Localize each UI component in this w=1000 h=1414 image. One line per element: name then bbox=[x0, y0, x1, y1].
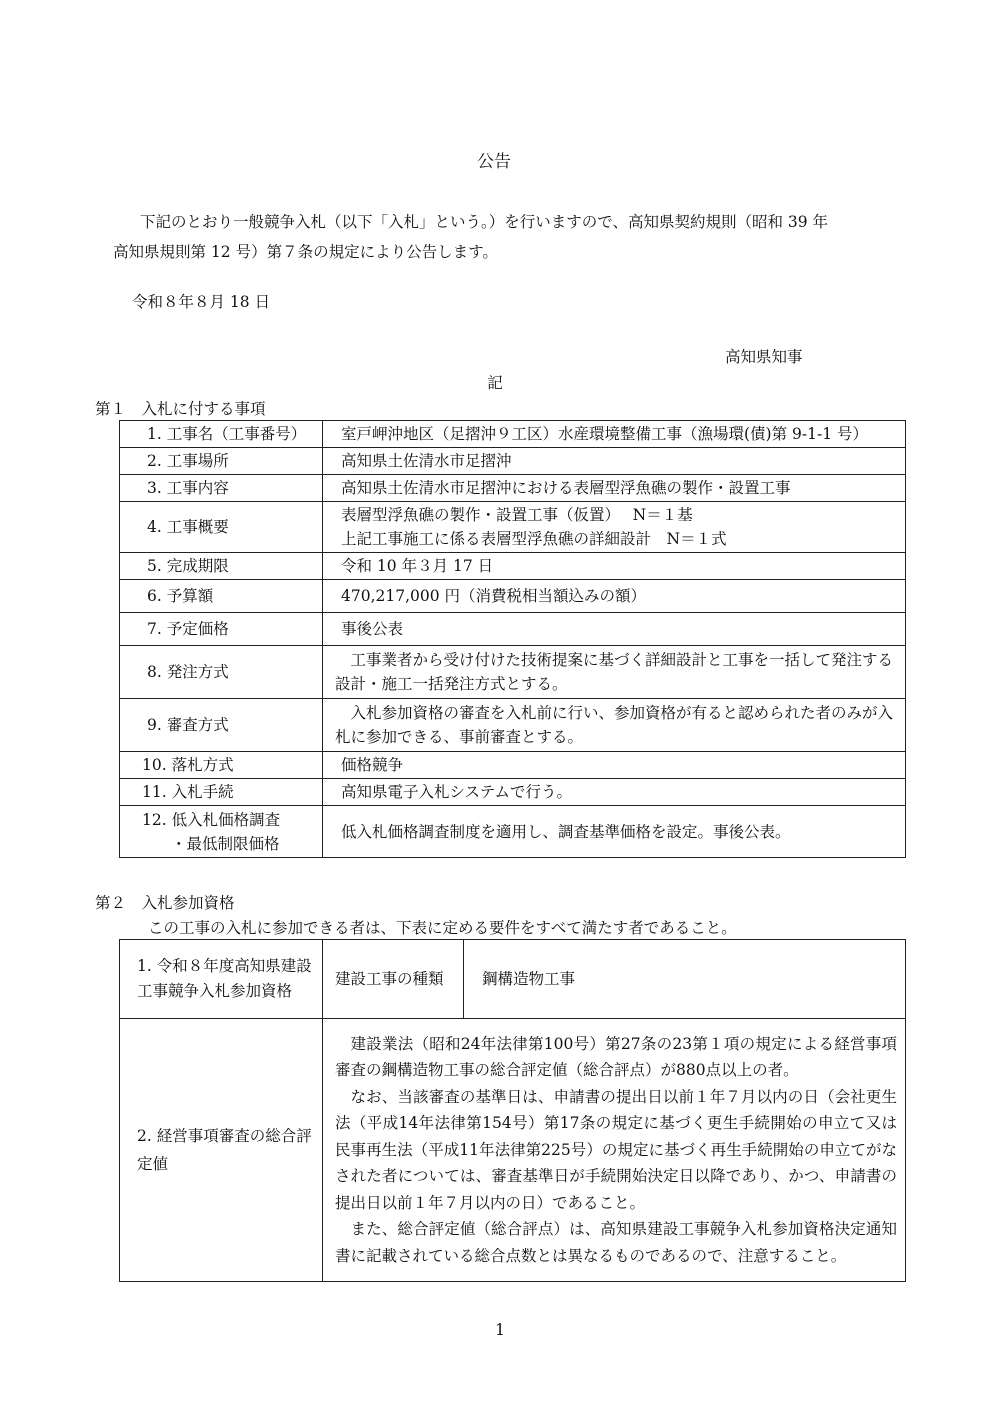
table-row bbox=[120, 806, 906, 858]
row-value: 令和 10 年３月 17 日 bbox=[323, 553, 906, 580]
row-key: 1. 工事名（工事番号） bbox=[120, 421, 323, 448]
issuer: 高知県知事 bbox=[725, 348, 803, 366]
row-value: 入札参加資格の審査を入札前に行い、参加資格が有ると認められた者のみが入札に参加できる、事前審査とする。 bbox=[323, 699, 906, 752]
row-value-line: 上記工事施工に係る表層型浮魚礁の詳細設計 N＝１式 bbox=[341, 530, 727, 548]
row-value-line: 表層型浮魚礁の製作・設置工事（仮置） N＝１基 bbox=[341, 506, 693, 524]
row-key: 11. 入札手続 bbox=[120, 779, 323, 806]
row-key: 7. 予定価格 bbox=[120, 613, 323, 646]
row-key: 10. 落札方式 bbox=[120, 752, 323, 779]
paragraph: また、総合評定値（総合評点）は、高知県建設工事競争入札参加資格決定通知書に記載されている総合点数とは異なるものであるので、注意すること。 bbox=[335, 1220, 897, 1265]
table-row bbox=[120, 779, 906, 806]
table-row bbox=[120, 448, 906, 475]
row-key: 1. 令和８年度高知県建設工事競争入札参加資格 bbox=[120, 940, 323, 1019]
table-row bbox=[120, 475, 906, 502]
table-row bbox=[120, 421, 906, 448]
row-key: 6. 予算額 bbox=[120, 580, 323, 613]
row-value: 鋼構造物工事 bbox=[464, 940, 906, 1019]
section2-note: この工事の入札に参加できる者は、下表に定める要件をすべて満たす者であること。 bbox=[148, 919, 737, 937]
table-row bbox=[120, 580, 906, 613]
row-key: 2. 経営事項審査の総合評定値 bbox=[120, 1019, 323, 1282]
row-value: 低入札価格調査制度を適用し、調査基準価格を設定。事後公表。 bbox=[323, 806, 906, 858]
row-mid: 建設工事の種類 bbox=[323, 940, 464, 1019]
row-value bbox=[323, 1019, 906, 1282]
table-row bbox=[120, 553, 906, 580]
announcement-date: 令和８年８月 18 日 bbox=[132, 293, 271, 311]
table-row bbox=[120, 699, 906, 752]
row-key: 3. 工事内容 bbox=[120, 475, 323, 502]
row-key-line: 12. 低入札価格調査 bbox=[142, 810, 281, 829]
table-row bbox=[120, 940, 906, 1019]
row-key: 4. 工事概要 bbox=[120, 502, 323, 553]
table-row bbox=[120, 752, 906, 779]
row-key: 9. 審査方式 bbox=[120, 699, 323, 752]
row-value: 工事業者から受け付けた技術提案に基づく詳細設計と工事を一括して発注する設計・施工一括発注方式とする。 bbox=[323, 646, 906, 699]
paragraph: なお、当該審査の基準日は、申請書の提出日以前１年７月以内の日（会社更生法（平成14年法律第154号）第17条の規定に基づく更生手続開始の申立て又は民事再生法（平成11年法律第225号）の規定に基づく再生手続開始の申立てがなされた者については、審査基準日が手続開始決定日以降であり、かつ、申請書の提出日以前１年７月以内の日）であること。 bbox=[335, 1087, 897, 1212]
table-row bbox=[120, 502, 906, 553]
ki-heading: 記 bbox=[487, 374, 503, 392]
row-value: 高知県土佐清水市足摺沖における表層型浮魚礁の製作・設置工事 bbox=[323, 475, 906, 502]
row-value: 高知県電子入札システムで行う。 bbox=[323, 779, 906, 806]
row-value: 高知県土佐清水市足摺沖 bbox=[323, 448, 906, 475]
intro-line-1: 下記のとおり一般競争入札（以下「入札」という。）を行いますので、高知県契約規則（昭和 39 年 bbox=[140, 213, 829, 231]
section2-heading: 第２ 入札参加資格 bbox=[95, 894, 235, 912]
row-key: 8. 発注方式 bbox=[120, 646, 323, 699]
row-value: 事後公表 bbox=[323, 613, 906, 646]
row-value bbox=[323, 502, 906, 553]
row-key bbox=[120, 806, 323, 858]
document-title: 公告 bbox=[477, 152, 511, 172]
row-key: 2. 工事場所 bbox=[120, 448, 323, 475]
intro-line-2: 高知県規則第 12 号）第７条の規定により公告します。 bbox=[113, 243, 498, 261]
row-key-line: ・最低制限価格 bbox=[171, 834, 280, 853]
bid-items-table bbox=[119, 420, 906, 858]
paragraph: 建設業法（昭和24年法律第100号）第27条の23第１項の規定による経営事項審査の鋼構造物工事の総合評定値（総合評点）が880点以上の者。 bbox=[335, 1034, 897, 1080]
page-number: 1 bbox=[495, 1321, 505, 1339]
table-row bbox=[120, 613, 906, 646]
table-row bbox=[120, 646, 906, 699]
row-value: 470,217,000 円（消費税相当額込みの額） bbox=[323, 580, 906, 613]
qualification-table bbox=[119, 939, 906, 1282]
row-key: 5. 完成期限 bbox=[120, 553, 323, 580]
section1-heading: 第１ 入札に付する事項 bbox=[95, 400, 266, 418]
row-value: 価格競争 bbox=[323, 752, 906, 779]
table-row bbox=[120, 1019, 906, 1282]
row-value: 室戸岬沖地区（足摺沖９工区）水産環境整備工事（漁場環(債)第 9-1-1 号） bbox=[323, 421, 906, 448]
